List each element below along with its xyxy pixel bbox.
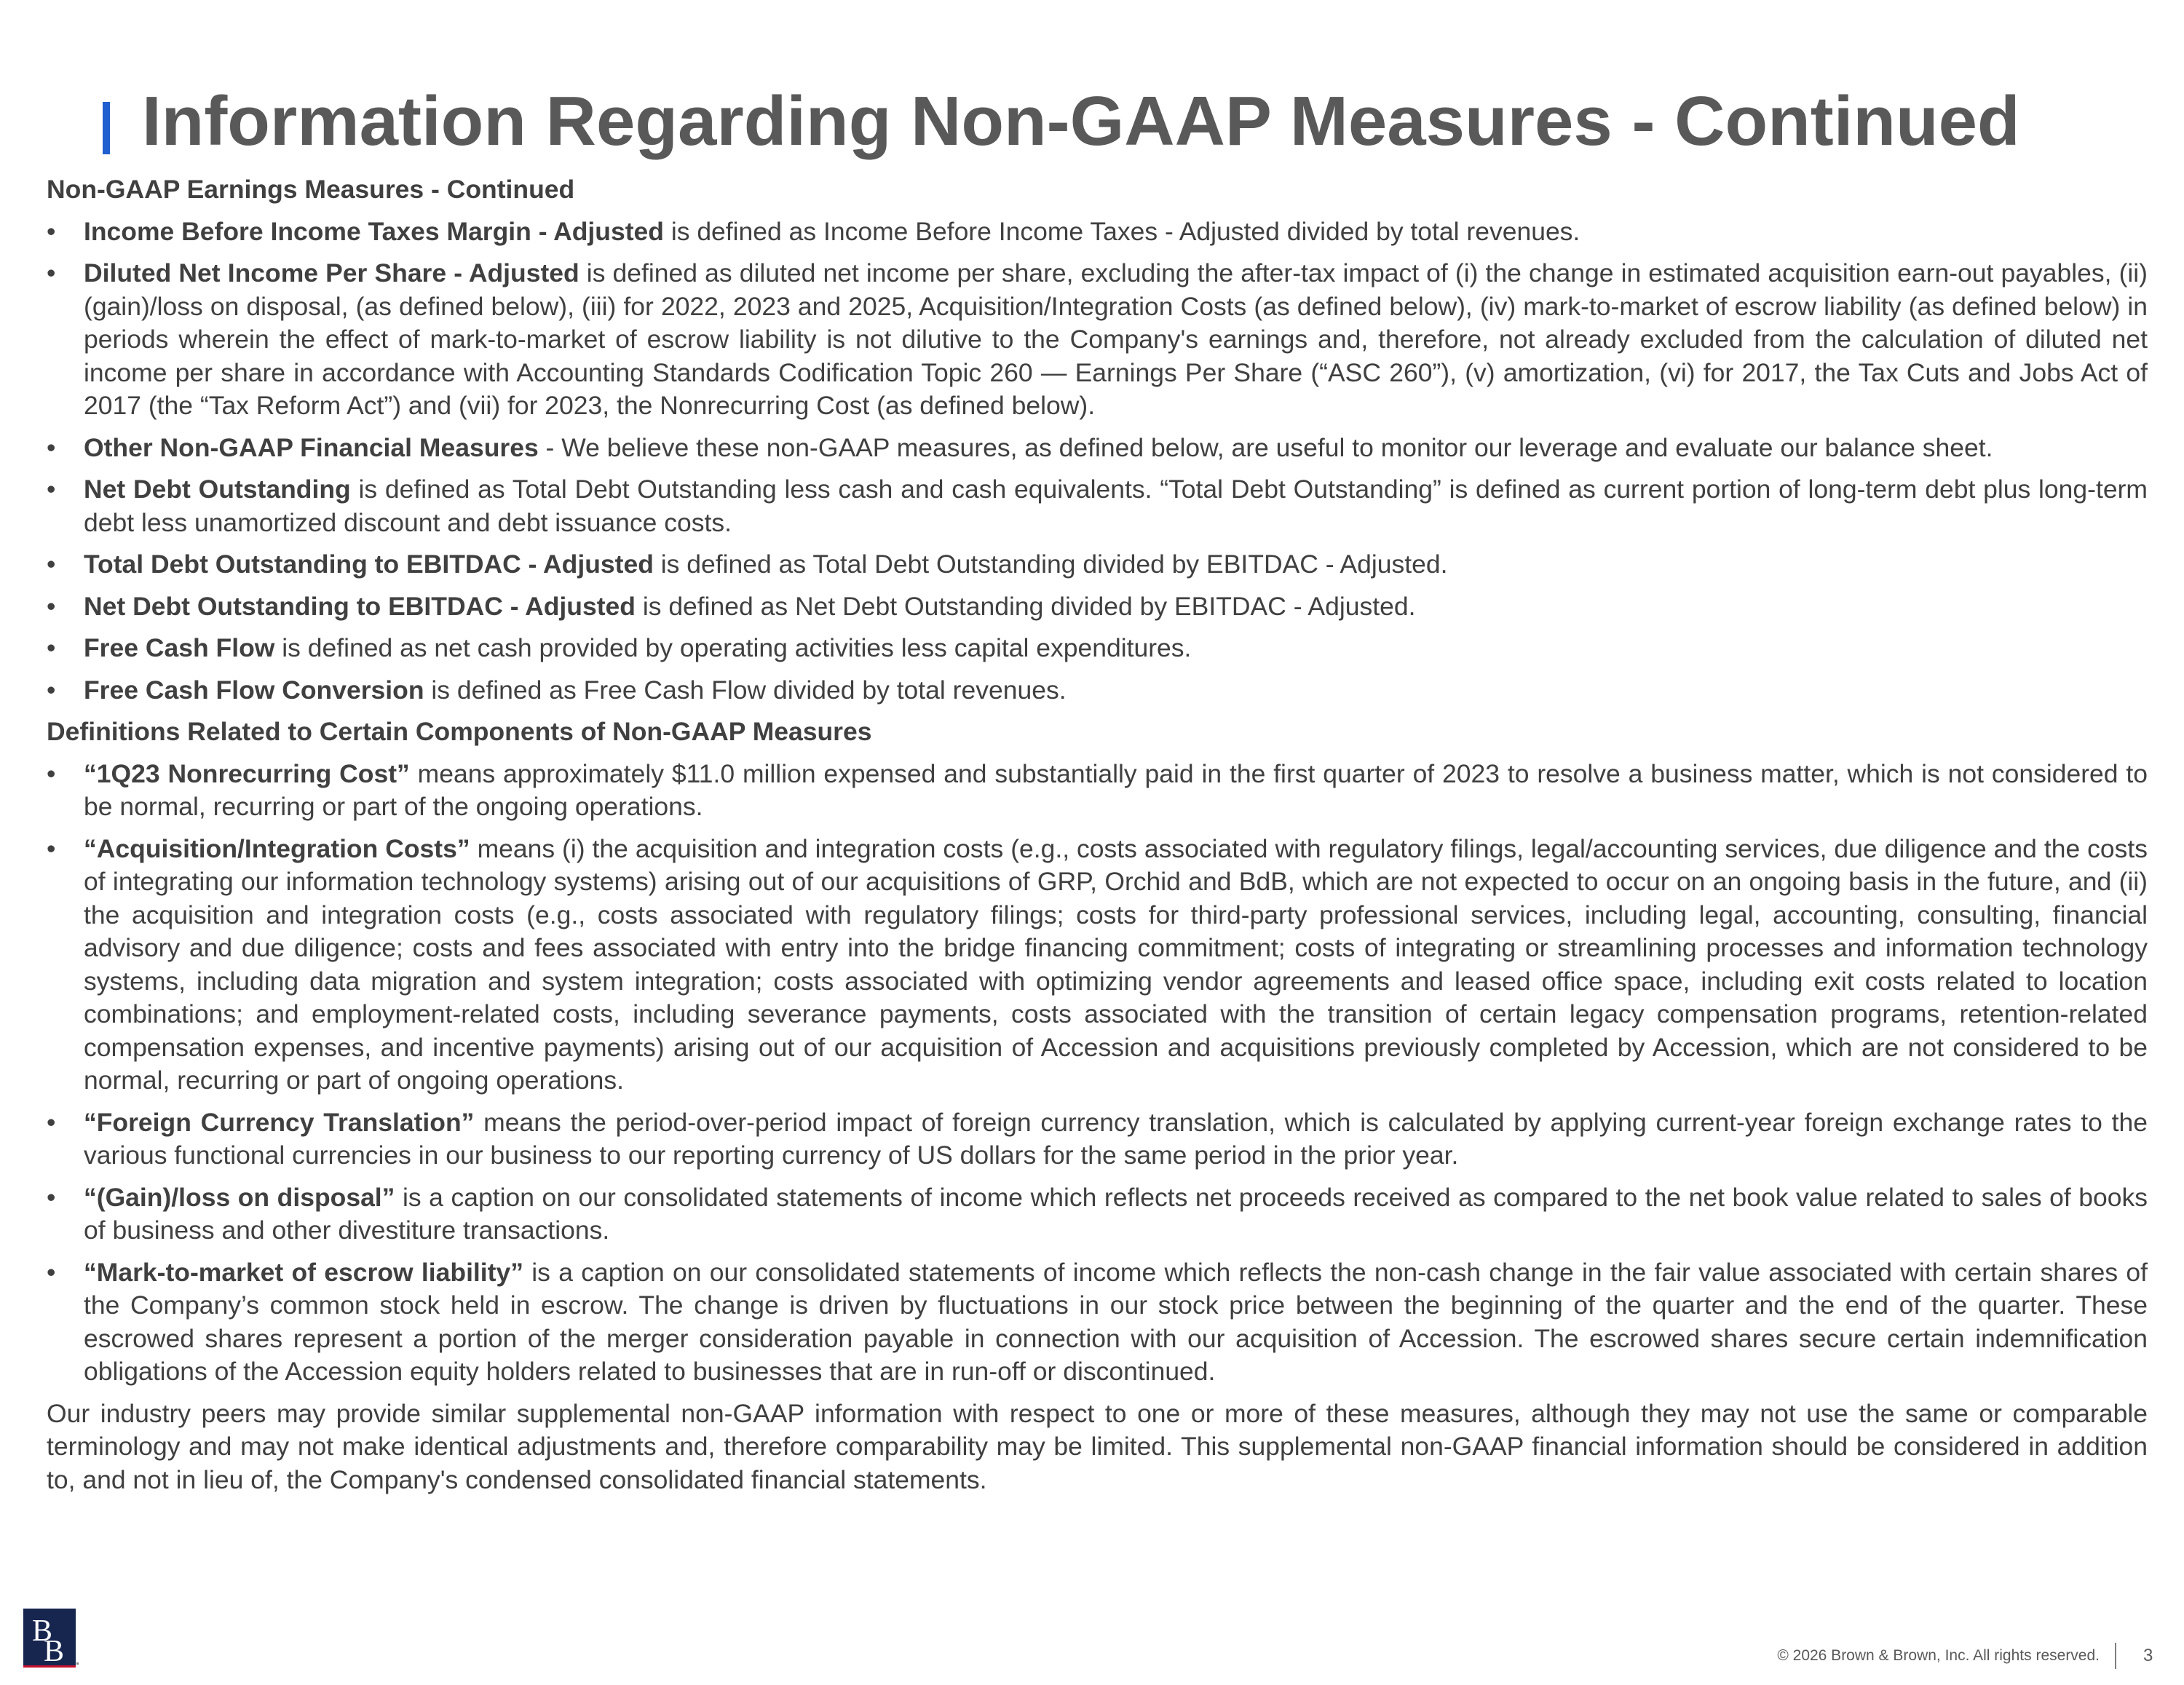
bullet-marker: •	[47, 432, 56, 462]
bullet-marker: •	[47, 675, 56, 705]
bullet-item	[47, 473, 2148, 539]
bullet-marker: •	[47, 216, 56, 246]
closing-paragraph: Our industry peers may provide similar supplemental non-GAAP information with respect to one or more of these measures, although they may not use the same or comparable terminology and may not make identical adjustments and, therefore comparability may be limited. This supplemental non-GAAP financial information should be considered in addition to, and not in lieu of, the Company's condensed consolidated financial statements.	[47, 1398, 2148, 1494]
bullet-text: is defined as Income Before Income Taxes - Adjusted divided by total revenues.	[663, 216, 1580, 246]
bullet-marker: •	[47, 258, 56, 288]
footer-divider	[2115, 1643, 2116, 1669]
bullet-text: - We believe these non-GAAP measures, as defined below, are useful to monitor our leverage and evaluate our balance sheet.	[538, 432, 1993, 462]
bullet-item	[47, 548, 2148, 582]
bullet-text: means (i) the acquisition and integration costs (e.g., costs associated with regulatory filings, legal/accounting services, due diligence and the costs of integrating our information technology systems) arising out of our acquisitions of GRP, Orchid and BdB, which are not expected to occur on an ongoing basis in the future, and (ii) the acquisition and integration costs (e.g., costs associated with regulatory filings; costs for third-party professional services, including legal, accounting, consulting, financial advisory and due diligence; costs and fees associated with entry into the bridge financing commitment; costs of integrating or streamlining processes and information technology systems, including data migration and system integration; costs associated with optimizing vendor agreements and leased office space, including exit costs related to location combinations; and employment-related costs, including severance payments, costs associated with the transition of certain legacy compensation programs, retention-related compensation expenses, and incentive payments) arising out of our acquisition of Accession and acquisitions previously completed by Accession, which are not considered to be normal, recurring or part of ongoing operations.	[84, 833, 2148, 1095]
bullet-term: “Acquisition/Integration Costs”	[84, 833, 470, 863]
bullet-term: Income Before Income Taxes Margin - Adjusted	[84, 216, 664, 246]
bullet-item	[47, 758, 2148, 824]
logo-accent-line	[23, 1665, 76, 1668]
bullet-text: means approximately $11.0 million expensed and substantially paid in the first quarter of 2023 to resolve a business matter, which is not considered to be normal, recurring or part of the ongoing operations.	[84, 758, 2148, 821]
bullet-marker: •	[47, 475, 56, 504]
page-number: 3	[2143, 1646, 2153, 1665]
bullet-marker: •	[47, 1257, 56, 1287]
bullet-item	[47, 215, 2148, 249]
bullet-term: “1Q23 Nonrecurring Cost”	[84, 758, 410, 788]
bullet-marker: •	[47, 758, 56, 788]
bullet-item	[47, 432, 2148, 465]
svg-text:B: B	[32, 1614, 53, 1648]
footer-copyright: © 2026 Brown & Brown, Inc. All rights reserved.	[1777, 1647, 2100, 1664]
bullet-text: is defined as Free Cash Flow divided by total revenues.	[424, 675, 1067, 705]
bullet-item	[47, 1256, 2148, 1389]
bullet-item	[47, 632, 2148, 665]
bullet-term: “Foreign Currency Translation”	[84, 1107, 475, 1137]
bullet-text: is a caption on our consolidated statements of income which reflects net proceeds received as compared to the net book value related to sales of books of business and other divestiture transactions.	[84, 1182, 2148, 1245]
bullet-term: Free Cash Flow Conversion	[84, 675, 424, 705]
bullet-item	[47, 1181, 2148, 1248]
bullet-term: Diluted Net Income Per Share - Adjusted	[84, 258, 579, 288]
logo-monogram-icon	[28, 1611, 71, 1664]
section-heading: Non-GAAP Earnings Measures - Continued	[47, 175, 575, 204]
bullet-item	[47, 1106, 2148, 1173]
bullet-text: is defined as Total Debt Outstanding less cash and cash equivalents. “Total Debt Outstanding” is defined as current portion of long-term debt plus long-term debt less unamortized discount and debt issuance costs.	[84, 475, 2148, 537]
bullet-marker: •	[47, 550, 56, 579]
bullet-item	[47, 833, 2148, 1098]
bullet-text: is defined as net cash provided by operating activities less capital expenditures.	[274, 633, 1192, 662]
bullet-marker: •	[47, 833, 56, 863]
bullet-text: is a caption on our consolidated statements of income which reflects the non-cash change in the fair value associated with certain shares of the Company’s common stock held in escrow. The change is driven by fluctuations in our stock price between the beginning of the quarter and the end of the quarter. These escrowed shares represent a portion of the merger consideration payable in connection with our acquisition of Accession. The escrowed shares secure certain indemnification obligations of the Accession equity holders related to businesses that are in run-off or discontinued.	[84, 1257, 2148, 1386]
bullet-text: is defined as Net Debt Outstanding divided by EBITDAC - Adjusted.	[635, 591, 1416, 621]
bullet-item	[47, 590, 2148, 624]
page-title: Information Regarding Non-GAAP Measures - Continued	[142, 82, 2020, 160]
bullet-item	[47, 674, 2148, 707]
bullet-text: means the period-over-period impact of foreign currency translation, which is calculated by applying current-year foreign exchange rates to the various functional currencies in our business to our reporting currency of US dollars for the same period in the prior year.	[84, 1107, 2148, 1170]
svg-text:B: B	[44, 1635, 65, 1664]
bullet-term: Net Debt Outstanding to EBITDAC - Adjusted	[84, 591, 636, 621]
content-body	[47, 173, 2148, 1496]
title-accent-bar	[103, 102, 110, 154]
bullet-term: Net Debt Outstanding	[84, 475, 351, 504]
bullet-term: Other Non-GAAP Financial Measures	[84, 432, 539, 462]
bullet-marker: •	[47, 633, 56, 662]
bullet-item	[47, 257, 2148, 423]
bullet-term: “(Gain)/loss on disposal”	[84, 1182, 395, 1212]
logo-trademark-dot	[76, 1662, 79, 1665]
section-heading: Definitions Related to Certain Components of Non-GAAP Measures	[47, 717, 872, 746]
bullet-marker: •	[47, 1182, 56, 1212]
bullet-term: Free Cash Flow	[84, 633, 275, 662]
bullet-text: is defined as diluted net income per share, excluding the after-tax impact of (i) the change in estimated acquisition earn-out payables, (ii) (gain)/loss on disposal, (as defined below), (iii) for 2022, 2023 and 2025, Acquisition/Integration Costs (as defined below), (iv) mark-to-market of escrow liability (as defined below) in periods wherein the effect of mark-to-market of escrow liability is not dilutive to the Company's earnings and, therefore, not already excluded from the calculation of diluted net income per share in accordance with Accounting Standards Codification Topic 260 — Earnings Per Share (“ASC 260”), (v) amortization, (vi) for 2017, the Tax Cuts and Jobs Act of 2017 (the “Tax Reform Act”) and (vii) for 2023, the Nonrecurring Cost (as defined below).	[84, 258, 2148, 420]
bullet-text: is defined as Total Debt Outstanding divided by EBITDAC - Adjusted.	[653, 550, 1448, 579]
bullet-marker: •	[47, 591, 56, 621]
brown-brown-logo	[23, 1609, 76, 1667]
bullet-term: “Mark-to-market of escrow liability”	[84, 1257, 523, 1287]
bullet-marker: •	[47, 1107, 56, 1137]
bullet-term: Total Debt Outstanding to EBITDAC - Adjusted	[84, 550, 654, 579]
